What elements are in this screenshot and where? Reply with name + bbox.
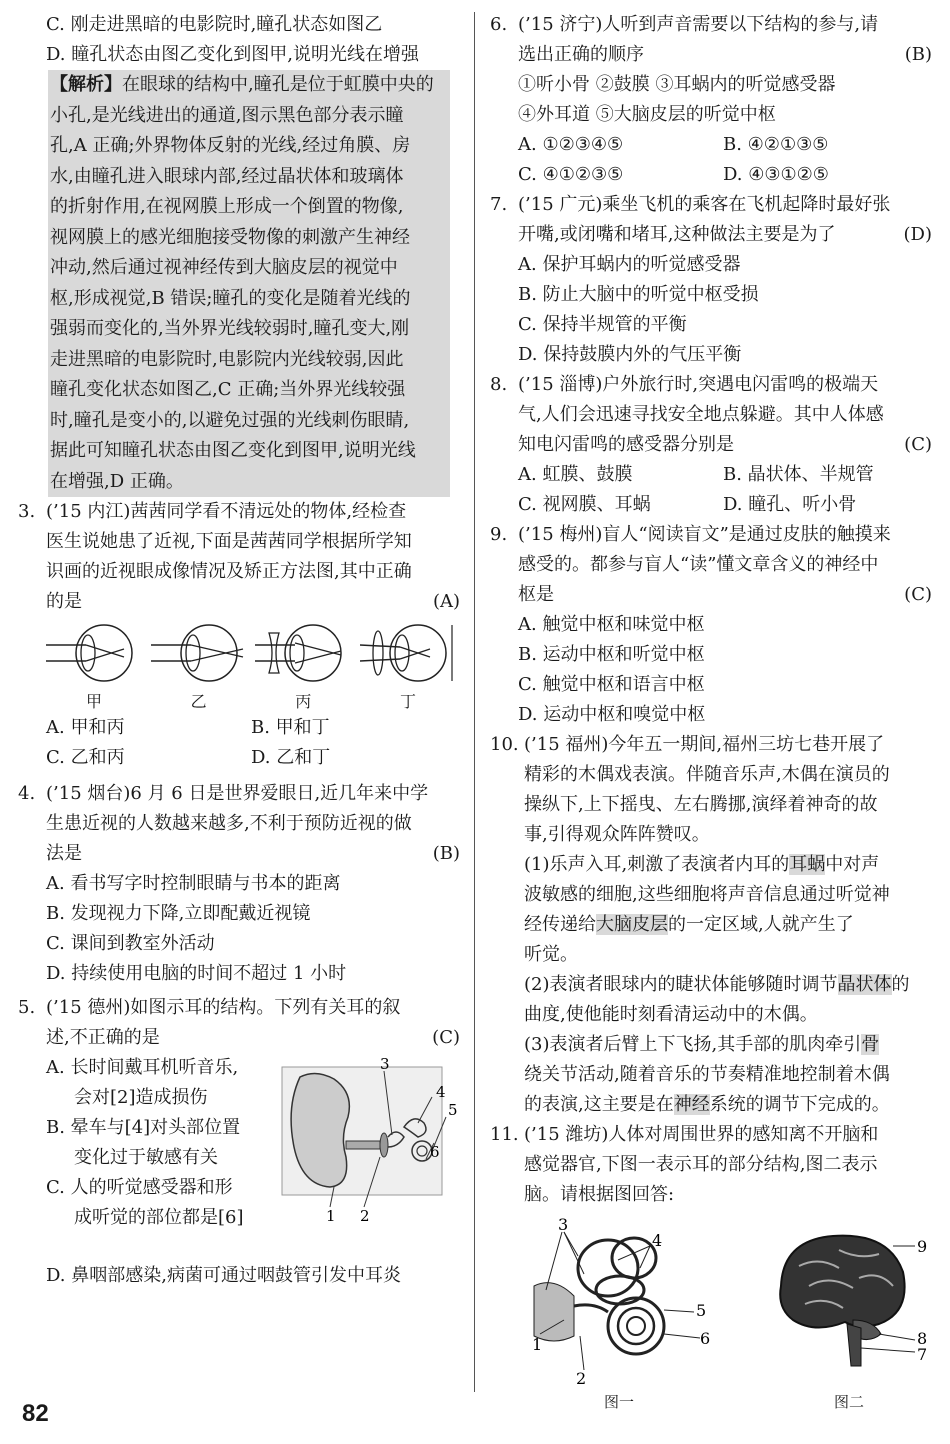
option-d: D. 保持鼓膜内外的气压平衡 [518,344,742,365]
option-c: C. 乙和丙 [46,747,125,768]
fill-answer: 神经 [673,1094,710,1115]
eye-concave-lens-icon [255,621,351,687]
question-number: 9. [490,524,508,545]
option-d: D. 持续使用电脑的时间不超过 1 小时 [46,963,347,984]
figure-label: 8 [917,1329,928,1348]
question-10: 10. (’15 福州)今年五一期间,福州三坊七巷开展了 精彩的木偶戏表演。伴随音乐声,木偶在演员的 操纵下,上下摇曳、左右腾挪,演绎着神奇的故 事,引得观众阵阵赞叹。 (1)乐声入耳,刺激了表演者内耳的耳蜗中对声 波敏感的细胞,这些细胞将声音信息通过听觉神 经传递给大脑皮层的一定区域,人就产生了 听觉。 (2)表演者眼球内的睫状体能够随时调节晶状体的 曲度,使他能时刻看清运动中的木偶。 (3)表演者后臂上下飞扬,其手部的肌肉牵引骨 绕关节活动,随着音乐的节奏精准地控制着木偶 的表演,这主要是在神经系统的调节下完成的。 [490,730,932,1120]
option-b: B. 防止大脑中的听觉中枢受损 [518,284,759,305]
eye-caption: 甲 [85,692,102,711]
option-c: C. 保持半规管的平衡 [518,314,687,335]
question-number: 8. [490,374,508,395]
figure-caption: 图二 [833,1393,864,1411]
eye-caption: 丙 [295,692,312,711]
analysis-line: 强弱而变化的,当外界光线较弱时,瞳孔变大,刚 [50,318,410,339]
option-d: D. ④③①②⑤ [723,164,829,185]
question-7: 7. (’15 广元)乘坐飞机的乘客在飞机起降时最好张 开嘴,或闭嘴和堵耳,这种做法主要是为了 (D) A. 保护耳蜗内的听觉感受器 B. 防止大脑中的听觉中枢受损 C. 保持半规管的平衡 D. 保持鼓膜内外的气压平衡 [490,190,932,370]
answer-label: (C) [904,584,932,605]
option-c: C. 人的听觉感受器和形 [46,1177,233,1198]
option-a: A. 虹膜、鼓膜 [518,464,633,485]
analysis-tag: 【解析】 [50,74,122,95]
column-divider [474,12,475,1392]
question-5: 5. (’15 德州)如图示耳的结构。下列有关耳的叙 述,不正确的是 (C) A. 长时间戴耳机听音乐, 会对[2]造成损伤 B. 晕车与[4]对头部位置 变化过于敏感有关 C. 人的听觉感受器和形 成听觉的部位都是[6] 1 2 3 4 5 6 D. 鼻咽部感染,病菌可通过咽鼓管引发中耳炎 [18,993,460,1291]
figure-1 [524,1216,714,1412]
analysis-line: 的折射作用,在视网膜上形成一个倒置的物像, [50,196,404,217]
eye-diagram [151,621,247,713]
answer-label: (B) [904,44,932,65]
figure-label: 6 [700,1329,711,1348]
analysis-line: 走进黑暗的电影院时,电影院内光线较弱,因此 [50,348,404,370]
analysis-line: 时,瞳孔是变小的,以避免过强的光线刺伤眼睛, [50,409,410,431]
items-line: ④外耳道 ⑤大脑皮层的听觉中枢 [518,104,776,125]
analysis-line: 枢,形成视觉,B 错误;瞳孔的变化是随着光线的 [50,287,411,309]
option-a: A. 保护耳蜗内的听觉感受器 [518,254,741,275]
figure-label: 5 [696,1301,707,1320]
brain-diagram [769,1216,929,1386]
analysis-line: 孔,A 正确;外界物体反射的光线,经过角膜、房 [50,135,411,156]
option-d: D. 运动中枢和嗅觉中枢 [518,704,706,725]
analysis-line: 冲动,然后通过视神经传到大脑皮层的视觉中 [50,257,398,278]
figure-label: 9 [917,1237,928,1256]
option-b: B. 运动中枢和听觉中枢 [518,644,705,665]
option-a: A. 甲和丙 [46,717,125,738]
question-number: 11. [490,1124,519,1145]
answer-label: (C) [904,434,932,455]
option-c: C. 课间到教室外活动 [46,933,215,954]
question-9: 9. (’15 梅州)盲人“阅读盲文”是通过皮肤的触摸来 感受的。都参与盲人“读”懂文章含义的神经中 枢是 (C) A. 触觉中枢和味觉中枢 B. 运动中枢和听觉中枢 C. 触觉中枢和语言中枢 D. 运动中枢和嗅觉中枢 [490,520,932,730]
answer-label: (C) [432,1027,460,1048]
option-a: A. 触觉中枢和味觉中枢 [518,614,705,635]
option-b: B. ④②①③⑤ [723,134,829,155]
question-number: 6. [490,14,508,35]
ear-label: 1 [326,1207,336,1225]
option-b: B. 晶状体、半规管 [723,464,874,485]
eye-caption: 丁 [399,692,416,711]
eye-diagrams [46,621,456,713]
ear-label: 4 [436,1083,446,1101]
option-d: D. 瞳孔、听小骨 [723,494,857,515]
figure-2 [769,1216,929,1412]
option-a: A. 长时间戴耳机听音乐, [46,1057,239,1078]
question-number: 4. [18,783,36,804]
figure-caption: 图一 [603,1393,634,1411]
eye-convex-lens-icon [360,621,456,687]
left-column [18,10,460,1291]
eye-diagram [46,621,142,713]
eye-caption: 乙 [190,692,207,711]
fill-answer: 晶状体 [837,974,892,995]
analysis-line: 在增强,D 正确。 [50,470,184,492]
eye-lens-icon [46,621,142,687]
figures [524,1216,929,1412]
answer-label: (A) [432,591,460,612]
analysis-line: 视网膜上的感光细胞接受物像的刺激产生神经 [50,226,410,248]
ear-label: 3 [380,1057,390,1073]
ear-label: 6 [430,1143,440,1161]
option-c: C. 触觉中枢和语言中枢 [518,674,705,695]
analysis-line: 瞳孔变化状态如图乙,C 正确;当外界光线较强 [50,379,406,400]
analysis-line: 在眼球的结构中,瞳孔是位于虹膜中央的 [122,74,434,95]
eye-diagram [360,621,456,713]
fill-answer: 耳蜗 [789,854,826,875]
inner-ear-diagram [524,1216,714,1386]
ear-structure-diagram [280,1057,458,1227]
ear-label: 2 [360,1207,370,1225]
option-b: B. 发现视力下降,立即配戴近视镜 [46,903,311,924]
figure-label: 1 [532,1335,543,1354]
option-c: C. ④①②③⑤ [518,164,624,185]
option-d: D. 鼻咽部感染,病菌可通过咽鼓管引发中耳炎 [46,1265,401,1286]
question-4: 4. (’15 烟台)6 月 6 日是世界爱眼日,近几年来中学 生患近视的人数越来越多,不利于预防近视的做 法是 (B) A. 看书写字时控制眼睛与书本的距离 B. 发现视力下降,立即配戴近视镜 C. 课间到教室外活动 D. 持续使用电脑的时间不超过 1 小时 [18,779,460,989]
option-b: B. 甲和丁 [251,717,330,738]
option-c: C. 视网膜、耳蜗 [518,494,651,515]
question-number: 10. [490,734,519,755]
question-number: 7. [490,194,508,215]
analysis-line: 水,由瞳孔进入眼球内部,经过晶状体和玻璃体 [50,165,404,187]
eye-diagram [255,621,351,713]
question-11: 11. (’15 潍坊)人体对周围世界的感知离不开脑和 感觉器官,下图一表示耳的部分结构,图二表示 脑。请根据图回答: 1 2 3 4 5 6 图一 9 8 7 图二 [490,1120,932,1412]
page-number: 82 [22,1400,49,1427]
question-8: 8. (’15 淄博)户外旅行时,突遇电闪雷鸣的极端天 气,人们会迅速寻找安全地点躲避。其中人体感 知电闪雷鸣的感受器分别是 (C) A. 虹膜、鼓膜 B. 晶状体、半规管 C. 视网膜、耳蜗 D. 瞳孔、听小骨 [490,370,932,520]
q2-option-c: C. 刚走进黑暗的电影院时,瞳孔状态如图乙 [46,14,383,35]
question-6: 6. (’15 济宁)人听到声音需要以下结构的参与,请 选出正确的顺序 (B) ①听小骨 ②鼓膜 ③耳蜗内的听觉感受器 ④外耳道 ⑤大脑皮层的听觉中枢 A. ①②③④⑤ B. ④②①③⑤ C. ④①②③⑤ D. ④③①②⑤ [490,10,932,190]
right-column [490,10,932,1412]
eye-lens-icon [151,621,247,687]
items-line: ①听小骨 ②鼓膜 ③耳蜗内的听觉感受器 [518,74,836,95]
option-b: B. 晕车与[4]对头部位置 [46,1117,241,1138]
analysis-line: 小孔,是光线进出的通道,图示黑色部分表示瞳 [50,104,404,126]
option-d: D. 乙和丁 [251,747,331,768]
fill-answer: 骨 [861,1034,880,1055]
ear-label: 5 [448,1101,458,1119]
figure-label: 2 [576,1369,587,1386]
answer-label: (D) [903,224,932,245]
answer-label: (B) [432,843,460,864]
option-a: A. 看书写字时控制眼睛与书本的距离 [46,873,341,894]
figure-label: 3 [558,1216,569,1234]
figure-label: 4 [652,1231,663,1250]
figure-label: 7 [917,1345,928,1364]
question-number: 5. [18,997,36,1018]
option-a: A. ①②③④⑤ [518,134,624,155]
question-number: 3. [18,501,36,522]
analysis-box [48,70,450,497]
analysis-line: 据此可知瞳孔状态由图乙变化到图甲,说明光线 [50,440,416,461]
question-3: 3. (’15 内江)茜茜同学看不清远处的物体,经检查 医生说她患了近视,下面是茜茜同学根据所学知 识画的近视眼成像情况及矫正方法图,其中正确 的是 (A) 甲 乙 丙 丁 A. 甲和丙 B. 甲和丁 C. 乙和丙 D. 乙和丁 [18,497,460,773]
q2-option-d: D. 瞳孔状态由图乙变化到图甲,说明光线在增强 [46,44,419,65]
fill-answer: 大脑皮层 [596,914,668,935]
